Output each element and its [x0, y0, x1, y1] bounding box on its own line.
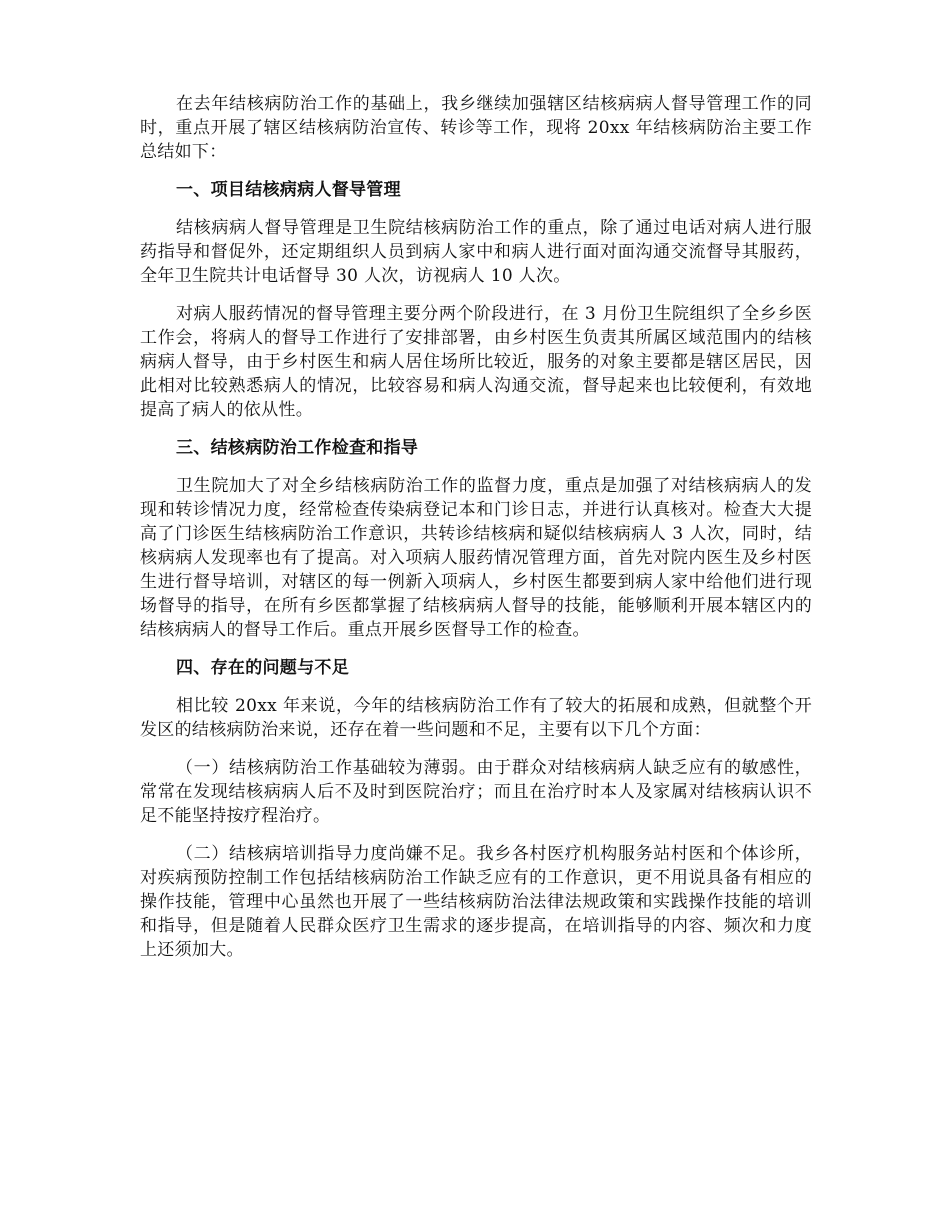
intro-paragraph: 在去年结核病防治工作的基础上，我乡继续加强辖区结核病病人督导管理工作的同时，重点开展了辖区结核病防治宣传、转诊等工作，现将 20xx 年结核病防治主要工作总结如下：: [140, 94, 812, 162]
problems-item-1: （一）结核病防治工作基础较为薄弱。由于群众对结核病病人缺乏应有的敏感性，常常在发现结核病病人后不及时到医院治疗；而且在治疗时本人及家属对结核病认识不足不能坚持按疗程治疗。: [140, 758, 812, 826]
section-heading-problems: 四、存在的问题与不足: [176, 658, 349, 678]
section-heading-supervision: 一、项目结核病病人督导管理: [176, 180, 401, 200]
section-heading-inspection: 三、结核病防治工作检查和指导: [176, 438, 419, 458]
problems-item-2: （二）结核病培训指导力度尚嫌不足。我乡各村医疗机构服务站村医和个体诊所，对疾病预防控制工作包括结核病防治工作缺乏应有的工作意识，更不用说具备有相应的操作技能，管理中心虽然也开展了一些结核病防治法律法规政策和实践操作技能的培训和指导，但是随着人民群众医疗卫生需求的逐步提高，在培训指导的内容、频次和力度上还须加大。: [140, 844, 812, 960]
supervision-paragraph-1: 结核病病人督导管理是卫生院结核病防治工作的重点，除了通过电话对病人进行服药指导和督促外，还定期组织人员到病人家中和病人进行面对面沟通交流督导其服药，全年卫生院共计电话督导 30 人次，访视病人 10 人次。: [140, 218, 812, 286]
inspection-paragraph: 卫生院加大了对全乡结核病防治工作的监督力度，重点是加强了对结核病病人的发现和转诊情况力度，经常检查传染病登记本和门诊日志，并进行认真核对。检查大大提高了门诊医生结核病防治工作意识，共转诊结核病和疑似结核病病人 3 人次，同时，结核病病人发现率也有了提高。对入项病人服药情况管理方面，首先对院内医生及乡村医生进行督导培训，对辖区的每一例新入项病人，乡村医生都要到病人家中给他们进行现场督导的指导，在所有乡医都掌握了结核病病人督导的技能，能够顺利开展本辖区内的结核病病人的督导工作后。重点开展乡医督导工作的检查。: [140, 476, 812, 640]
problems-paragraph: 相比较 20xx 年来说，今年的结核病防治工作有了较大的拓展和成熟，但就整个开发区的结核病防治来说，还存在着一些问题和不足，主要有以下几个方面：: [140, 696, 812, 740]
supervision-paragraph-2: 对病人服药情况的督导管理主要分两个阶段进行，在 3 月份卫生院组织了全乡乡医工作会，将病人的督导工作进行了安排部署，由乡村医生负责其所属区域范围内的结核病病人督导，由于乡村医生和病人居住场所比较近，服务的对象主要都是辖区居民，因此相对比较熟悉病人的情况，比较容易和病人沟通交流，督导起来也比较便利，有效地提高了病人的依从性。: [140, 304, 812, 420]
document-page: [140, 92, 812, 976]
